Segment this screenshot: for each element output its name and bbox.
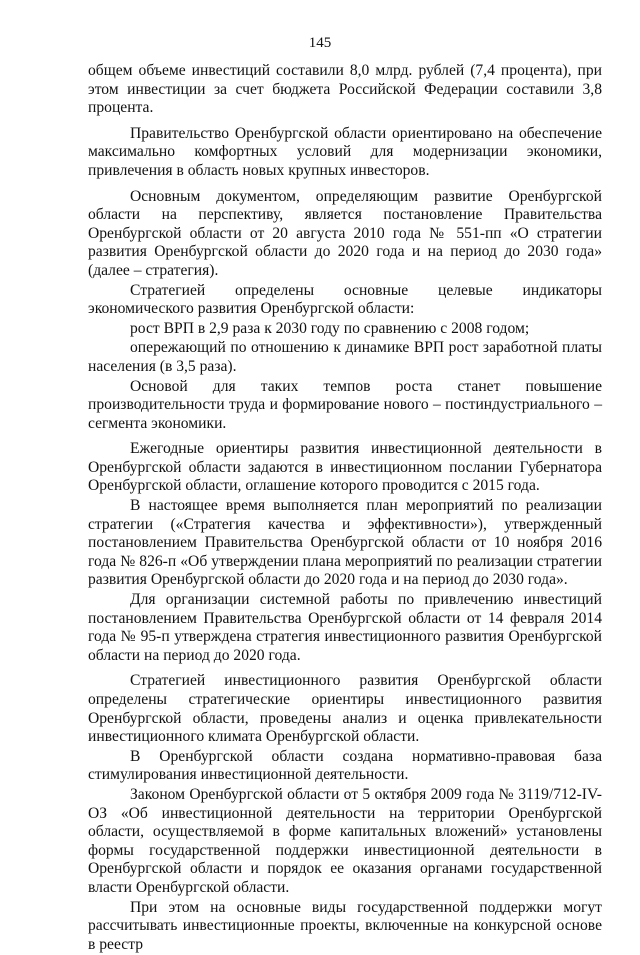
paragraph-main-document: Основным документом, определяющим развитие Оренбургской области на перспективу, является постановление Правительства Оренбургской области от 20 августа 2010 года № 551-пп «О стратегии развития Оренбургской области до 2020 года и на период до 2030 года» (далее – стратегия). [88, 187, 602, 279]
paragraph-investment-law: Законом Оренбургской области от 5 октября 2009 года № 3119/712-IV-ОЗ «Об инвестиционной деятельности на территории Оренбургской области, осуществляемой в форме капитальных вложений» установлены формы государственной поддержки инвестиционной деятельности в Оренбургской области и порядок ее оказания органами государственной власти Оренбургской области. [88, 785, 602, 896]
paragraph-action-plan: В настоящее время выполняется план мероприятий по реализации стратегии («Стратегия качества и эффективности»), утвержденный постановлением Правительства Оренбургской области от 10 ноября 2016 года № 826-п «Об утверждении плана мероприятий по реализации стратегии развития Оренбургской области до 2020 года и на период до 2030 года». [88, 497, 602, 589]
document-body [88, 62, 602, 955]
paragraph-productivity: Основой для таких темпов роста станет повышение производительности труда и формирование нового – постиндустриального – сегмента экономики. [88, 377, 602, 432]
paragraph-government-orientation: Правительство Оренбургской области ориентировано на обеспечение максимально комфортных условий для модернизации экономики, привлечения в область новых крупных инвесторов. [88, 124, 602, 179]
paragraph-target-indicators: Стратегией определены основные целевые индикаторы экономического развития Оренбургской области: [88, 281, 602, 318]
paragraph-grp-growth: рост ВРП в 2,9 раза к 2030 году по сравнению с 2008 годом; [130, 319, 530, 337]
paragraph-investment-strategy: Для организации системной работы по привлечению инвестиций постановлением Правительства Оренбургской области от 14 февраля 2014 года № 95-п утверждена стратегия инвестиционного развития Оренбургской области на период до 2020 года. [88, 591, 602, 664]
paragraph-state-support: При этом на основные виды государственной поддержки могут рассчитывать инвестиционные проекты, включенные на конкурсной основе в реестр [88, 898, 602, 953]
page-number: 145 [308, 35, 332, 51]
paragraph-investment-volume: общем объеме инвестиций составили 8,0 млрд. рублей (7,4 процента), при этом инвестиции за счет бюджета Российской Федерации составили 3,8 процента. [88, 62, 602, 117]
paragraph-legal-framework: В Оренбургской области создана нормативно-правовая база стимулирования инвестиционной деятельности. [88, 747, 602, 784]
paragraph-strategic-guidelines: Стратегией инвестиционного развития Оренбургской области определены стратегические ориентиры инвестиционного развития Оренбургской области, проведены анализ и оценка привлекательности инвестиционного климата Оренбургской области. [88, 672, 602, 746]
paragraph-wage-growth: опережающий по отношению к динамике ВРП рост заработной платы населения (в 3,5 раза). [88, 339, 602, 375]
paragraph-governor-message: Ежегодные ориентиры развития инвестиционной деятельности в Оренбургской области задаются в инвестиционном послании Губернатора Оренбургской области, оглашение которого проводится с 2015 года. [88, 440, 602, 495]
